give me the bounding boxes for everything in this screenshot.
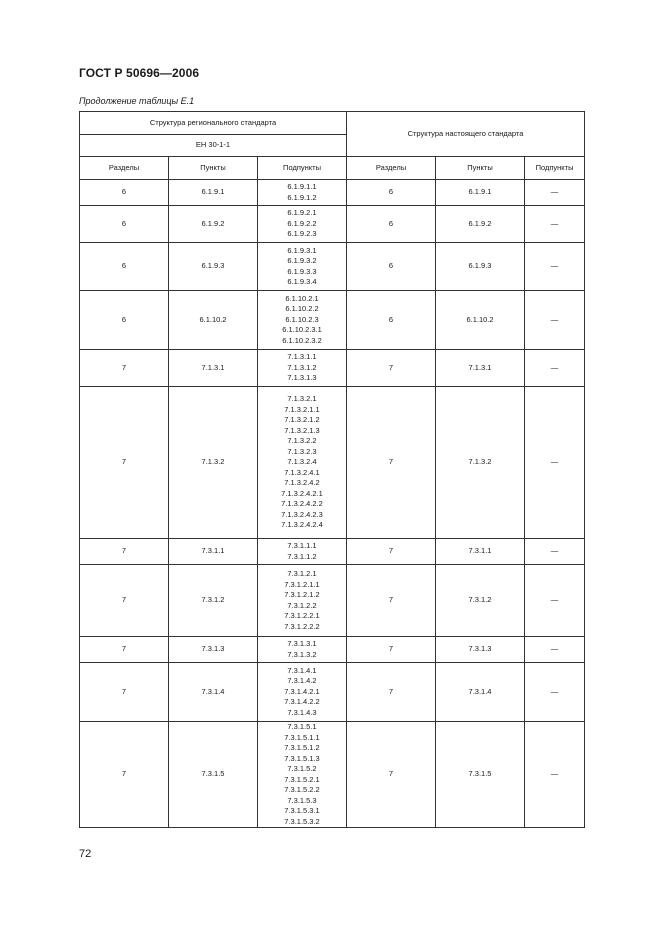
regional-section-cell: 7 xyxy=(80,565,169,637)
table-row xyxy=(80,663,585,722)
current-section-cell: 6 xyxy=(347,206,436,243)
subclause-number: 7.1.3.2.4.2.2 xyxy=(281,499,323,509)
column-header: Пункты xyxy=(169,157,258,180)
regional-subclauses-cell xyxy=(258,243,347,291)
current-section-cell: 7 xyxy=(347,387,436,539)
current-clause-cell: 7.3.1.5 xyxy=(436,722,525,828)
regional-subclauses-cell xyxy=(258,637,347,663)
subclause-number: 7.3.1.5.2 xyxy=(287,764,317,773)
column-header: Разделы xyxy=(347,157,436,180)
current-structure-header: Структура настоящего стандарта xyxy=(347,112,585,157)
current-section-cell: 6 xyxy=(347,180,436,206)
subclause-number: 7.1.3.2.1.1 xyxy=(284,404,320,414)
subclause-number: 6.1.9.3.3 xyxy=(287,266,317,276)
subclause-number: 7.3.1.5.2.1 xyxy=(284,774,320,784)
current-section-cell: 7 xyxy=(347,565,436,637)
subclause-number: 7.3.1.2.1.2 xyxy=(284,590,320,599)
current-clause-cell: 7.3.1.1 xyxy=(436,539,525,565)
regional-subclauses-cell xyxy=(258,350,347,387)
correspondence-table xyxy=(79,111,585,828)
column-header: Пункты xyxy=(436,157,525,180)
regional-section-cell: 6 xyxy=(80,180,169,206)
subclause-number: 7.3.1.3.2 xyxy=(287,649,317,659)
subclause-number: 7.3.1.2.1.1 xyxy=(284,579,320,589)
regional-clause-cell: 7.3.1.1 xyxy=(169,539,258,565)
subclause-number: 7.1.3.1.3 xyxy=(287,373,317,383)
regional-structure-header: Структура регионального стандарта xyxy=(80,112,347,135)
current-clause-cell: 7.1.3.2 xyxy=(436,387,525,539)
regional-section-cell: 6 xyxy=(80,206,169,243)
document-title: ГОСТ Р 50696—2006 xyxy=(79,66,200,80)
current-subclause-cell: — xyxy=(525,243,585,291)
regional-section-cell: 7 xyxy=(80,387,169,539)
table-row xyxy=(80,243,585,291)
regional-section-cell: 7 xyxy=(80,350,169,387)
current-subclause-cell: — xyxy=(525,663,585,722)
subclause-number: 7.1.3.2.3 xyxy=(287,446,317,456)
column-header: Подпункты xyxy=(525,157,585,180)
subclause-number: 7.3.1.4.1 xyxy=(287,665,317,675)
subclause-number: 7.3.1.2.2.1 xyxy=(284,611,320,620)
current-section-cell: 7 xyxy=(347,637,436,663)
subclause-number: 7.3.1.4.2 xyxy=(287,676,317,686)
current-section-cell: 7 xyxy=(347,722,436,828)
subclause-number: 7.3.1.2.2 xyxy=(287,600,317,610)
table-caption: Продолжение таблицы Е.1 xyxy=(79,96,195,106)
subclause-number: 7.3.1.2.1 xyxy=(287,569,317,578)
regional-code-header: ЕН 30-1-1 xyxy=(80,135,347,157)
subclause-number: 7.3.1.5.3 xyxy=(287,795,317,805)
table-row xyxy=(80,565,585,637)
subclause-number: 7.3.1.5.2.2 xyxy=(284,785,320,794)
subclause-number: 6.1.10.2.3.1 xyxy=(282,325,322,335)
regional-clause-cell: 7.3.1.2 xyxy=(169,565,258,637)
regional-section-cell: 7 xyxy=(80,539,169,565)
current-section-cell: 7 xyxy=(347,350,436,387)
subclause-number: 7.1.3.2.4.1 xyxy=(284,467,320,477)
subclause-number: 7.3.1.1.2 xyxy=(287,551,317,561)
table-row xyxy=(80,637,585,663)
subclause-number: 7.3.1.4.3 xyxy=(287,707,317,717)
current-subclause-cell: — xyxy=(525,722,585,828)
regional-clause-cell: 6.1.9.2 xyxy=(169,206,258,243)
current-subclause-cell: — xyxy=(525,291,585,350)
table-row xyxy=(80,387,585,539)
regional-subclauses-cell xyxy=(258,291,347,350)
subclause-number: 7.1.3.1.2 xyxy=(287,362,317,372)
subclause-number: 7.3.1.5.3.1 xyxy=(284,806,320,815)
subclause-number: 7.3.1.5.1.1 xyxy=(284,732,320,742)
subclause-number: 7.3.1.5.3.2 xyxy=(284,816,320,826)
regional-subclauses-cell xyxy=(258,663,347,722)
subclause-number: 7.3.1.4.2.2 xyxy=(284,697,320,707)
table-body xyxy=(80,180,585,828)
current-clause-cell: 7.1.3.1 xyxy=(436,350,525,387)
subclause-number: 6.1.9.3.2 xyxy=(287,256,317,265)
subclause-number: 7.1.3.2.4.2.3 xyxy=(281,509,323,519)
subclause-number: 6.1.10.2.3.2 xyxy=(282,335,322,345)
column-header: Разделы xyxy=(80,157,169,180)
current-section-cell: 7 xyxy=(347,663,436,722)
regional-subclauses-cell xyxy=(258,180,347,206)
current-subclause-cell: — xyxy=(525,637,585,663)
subclause-number: 6.1.9.1.1 xyxy=(287,182,317,191)
current-clause-cell: 7.3.1.3 xyxy=(436,637,525,663)
subclause-number: 7.1.3.2.2 xyxy=(287,436,317,446)
regional-subclauses-cell xyxy=(258,206,347,243)
current-clause-cell: 7.3.1.4 xyxy=(436,663,525,722)
subclause-number: 6.1.10.2.1 xyxy=(285,293,319,303)
page-number: 72 xyxy=(79,848,92,860)
subclause-number: 7.1.3.2.1 xyxy=(287,394,317,404)
current-clause-cell: 7.3.1.2 xyxy=(436,565,525,637)
current-subclause-cell: — xyxy=(525,539,585,565)
regional-clause-cell: 6.1.9.3 xyxy=(169,243,258,291)
regional-clause-cell: 6.1.10.2 xyxy=(169,291,258,350)
regional-section-cell: 7 xyxy=(80,637,169,663)
subclause-number: 6.1.10.2.2 xyxy=(285,304,319,314)
regional-section-cell: 7 xyxy=(80,663,169,722)
subclause-number: 7.1.3.2.4.2 xyxy=(284,478,320,488)
subclause-number: 7.3.1.5.1.3 xyxy=(284,753,320,763)
current-clause-cell: 6.1.9.2 xyxy=(436,206,525,243)
current-clause-cell: 6.1.9.3 xyxy=(436,243,525,291)
regional-clause-cell: 7.3.1.4 xyxy=(169,663,258,722)
regional-clause-cell: 7.1.3.1 xyxy=(169,350,258,387)
table-row xyxy=(80,722,585,828)
subclause-number: 6.1.9.2.3 xyxy=(287,229,317,239)
table-row xyxy=(80,206,585,243)
regional-clause-cell: 7.3.1.5 xyxy=(169,722,258,828)
subclause-number: 7.1.3.1.1 xyxy=(287,352,317,362)
regional-section-cell: 7 xyxy=(80,722,169,828)
current-section-cell: 6 xyxy=(347,291,436,350)
subclause-number: 7.1.3.2.4.2.4 xyxy=(281,520,323,530)
current-subclause-cell: — xyxy=(525,350,585,387)
column-header: Подпункты xyxy=(258,157,347,180)
subclause-number: 6.1.9.2.2 xyxy=(287,218,317,228)
subclause-number: 7.1.3.2.4 xyxy=(287,457,317,467)
current-subclause-cell: — xyxy=(525,387,585,539)
table-row xyxy=(80,539,585,565)
current-clause-cell: 6.1.9.1 xyxy=(436,180,525,206)
regional-clause-cell: 6.1.9.1 xyxy=(169,180,258,206)
regional-subclauses-cell xyxy=(258,539,347,565)
current-subclause-cell: — xyxy=(525,206,585,243)
subclause-number: 7.3.1.3.1 xyxy=(287,639,317,648)
current-section-cell: 6 xyxy=(347,243,436,291)
current-subclause-cell: — xyxy=(525,565,585,637)
table-row xyxy=(80,291,585,350)
subclause-number: 6.1.9.2.1 xyxy=(287,208,317,218)
subclause-number: 7.3.1.1.1 xyxy=(287,541,317,550)
current-subclause-cell: — xyxy=(525,180,585,206)
subclause-number: 6.1.9.1.2 xyxy=(287,192,317,202)
table-row xyxy=(80,180,585,206)
subclause-number: 6.1.10.2.3 xyxy=(285,314,319,324)
regional-subclauses-cell xyxy=(258,565,347,637)
regional-section-cell: 6 xyxy=(80,291,169,350)
subclause-number: 7.3.1.5.1 xyxy=(287,722,317,731)
subclause-number: 6.1.9.3.4 xyxy=(287,277,317,286)
current-clause-cell: 6.1.10.2 xyxy=(436,291,525,350)
regional-subclauses-cell xyxy=(258,722,347,828)
table-row xyxy=(80,350,585,387)
subclause-number: 7.1.3.2.4.2.1 xyxy=(281,488,323,498)
regional-section-cell: 6 xyxy=(80,243,169,291)
current-section-cell: 7 xyxy=(347,539,436,565)
subclause-number: 6.1.9.3.1 xyxy=(287,245,317,255)
subclause-number: 7.1.3.2.1.3 xyxy=(284,425,320,435)
regional-clause-cell: 7.1.3.2 xyxy=(169,387,258,539)
subclause-number: 7.3.1.2.2.2 xyxy=(284,621,320,631)
regional-clause-cell: 7.3.1.3 xyxy=(169,637,258,663)
subclause-number: 7.1.3.2.1.2 xyxy=(284,415,320,425)
subclause-number: 7.3.1.5.1.2 xyxy=(284,743,320,752)
regional-subclauses-cell xyxy=(258,387,347,539)
subclause-number: 7.3.1.4.2.1 xyxy=(284,686,320,696)
